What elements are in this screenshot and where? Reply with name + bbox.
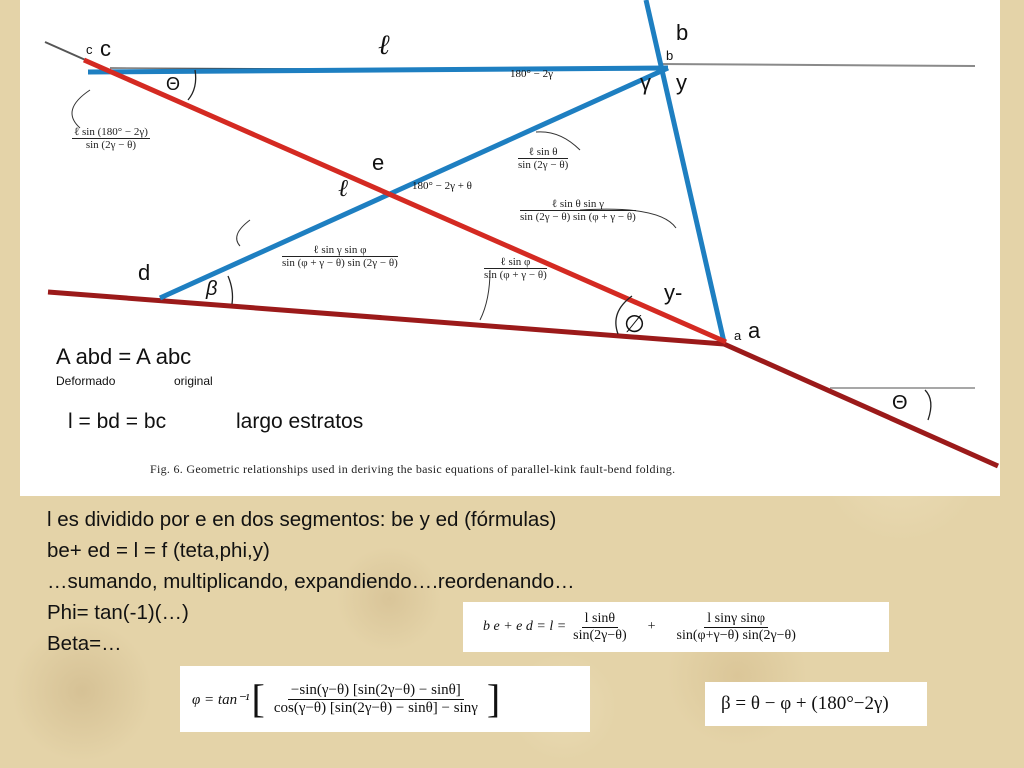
eq2-fraction: $\frac{-\sin(\gamma-\theta) [\sin(2\gamma-\theta) - \sin\theta]}{\cos(\gamma-\theta) [\sin(2\gamma-\theta) - \sin\theta] - \sin\gamma}$ — [273, 681, 478, 716]
figure-panel — [20, 0, 1000, 496]
phi-angle-label: ∅ — [624, 311, 645, 338]
arrow-1 — [72, 90, 90, 128]
body-line-4: Phi= tan(-1)(…) — [47, 601, 189, 624]
figure-caption: Fig. 6. Geometric relationships used in deriving the basic equations of parallel-kink fault-bend folding. — [150, 462, 676, 476]
area-relation: A abd = A abc — [56, 344, 192, 369]
angle-arc-d — [228, 276, 233, 304]
point-a-label: a — [748, 318, 761, 343]
angle-label-b: 180° − 2γ — [510, 68, 553, 80]
theta-right-label: Θ — [892, 392, 908, 414]
formula-cb: ℓ sin (180° − 2γ) sin (2γ − θ) — [74, 126, 148, 152]
fault-line-da — [48, 292, 724, 344]
eq2-bracket-left: [ — [251, 676, 265, 721]
theta-c-label: Θ — [166, 74, 181, 94]
body-line-1: l es dividido por e en dos segmentos: be y ed (fórmulas) — [47, 508, 557, 531]
body-line-5: Beta=… — [47, 632, 122, 655]
body-line-2: be+ ed = l = f (teta,phi,y) — [47, 539, 270, 562]
point-c-label: c — [100, 36, 111, 61]
line-ba — [646, 0, 724, 342]
point-d-label: d — [138, 260, 151, 285]
fault-line-a-right — [724, 344, 998, 466]
point-b-label: b — [676, 20, 689, 45]
length-note: largo estratos — [236, 410, 364, 433]
reference-line-left — [45, 42, 90, 62]
eq2-lhs: φ = tan⁻¹ — [192, 691, 250, 708]
eq2-bracket-right: ] — [486, 676, 501, 721]
area-sub-deformado: Deformado — [56, 374, 116, 388]
angle-arc-c — [188, 70, 196, 100]
eq1-fraction-1: $\frac{\text{l sinθ}}{\sin(2\gamma-\theta)}$ — [573, 610, 627, 643]
point-a-small: a — [734, 328, 742, 343]
angle-label-e: 180° − 2γ + θ — [412, 180, 472, 192]
formula-sin-theta-sin-gamma: ℓ sin θ sin γ sin (2γ − θ) sin (φ + γ − θ) — [520, 198, 636, 224]
equation-phi — [180, 666, 590, 732]
body-line-3: …sumando, multiplicando, expandiendo….reordenando… — [47, 570, 575, 593]
eq1-lhs: b e + e d = l = — [483, 619, 567, 634]
length-l-mid-label: ℓ — [338, 176, 348, 202]
beta-angle-label: β — [206, 278, 218, 300]
length-relation: l = bd = bc — [68, 410, 167, 433]
y-theta-label: y- — [664, 280, 683, 305]
formula-ed: ℓ sin γ sin φ sin (φ + γ − θ) sin (2γ − θ) — [282, 244, 398, 270]
y-b-label: y — [676, 70, 687, 95]
formula-be: ℓ sin θ sin (2γ − θ) — [518, 146, 569, 172]
reference-line-top — [660, 64, 975, 66]
eq1-fraction-2: $\frac{\text{l sinγ sinφ}}{\sin(\varphi+\gamma-\theta) \sin(2\gamma-\theta)}$ — [676, 610, 796, 643]
point-c-small: c — [86, 42, 93, 57]
length-l-label: ℓ — [378, 30, 390, 61]
arrow-4 — [237, 220, 250, 246]
point-e-label: e — [372, 150, 385, 175]
equation-be-ed — [463, 602, 889, 652]
formula-sin-phi: ℓ sin φ sin (φ + γ − θ) — [484, 256, 547, 282]
gamma-b-label: γ — [640, 70, 651, 95]
point-b-small: b — [666, 48, 674, 63]
equation-beta: β = θ − φ + (180°−2γ) — [705, 682, 927, 726]
area-sub-original: original — [174, 374, 213, 388]
angle-arc-right — [925, 390, 931, 420]
eq1-plus: + — [647, 619, 656, 634]
